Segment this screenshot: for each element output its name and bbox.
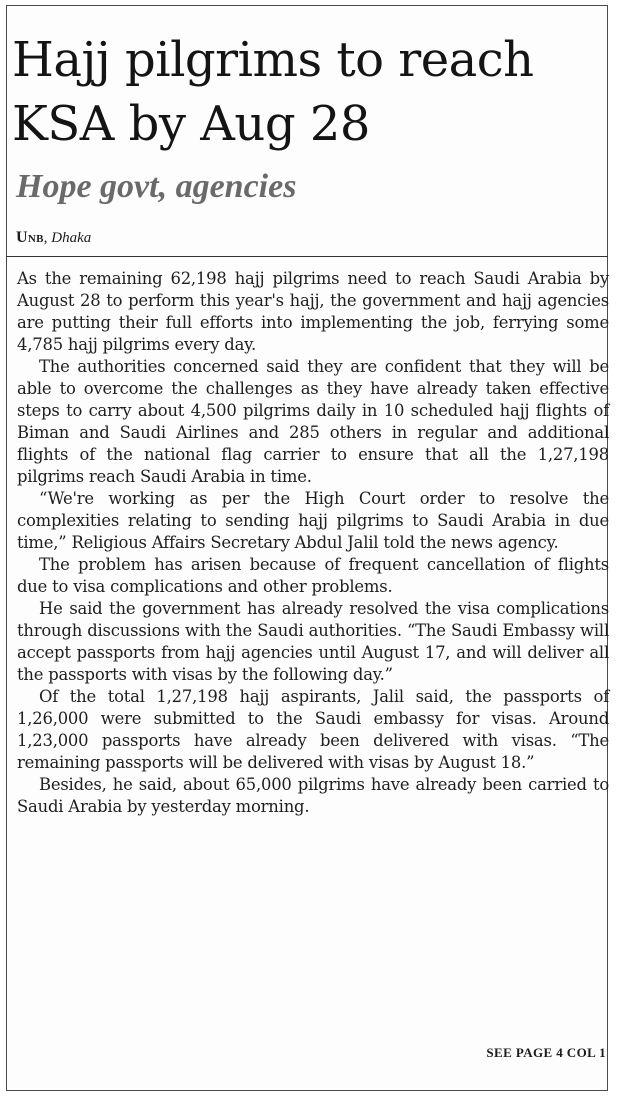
article-paragraph-5: He said the government has already resolved the visa complications through discussions with the Saudi authorities. “The Saudi Embassy will accept passports from hajj agencies until August 17, and will deliver all the passports with visas by the following day.” <box>17 599 609 684</box>
article-paragraph-1: As the remaining 62,198 hajj pilgrims need to reach Saudi Arabia by August 28 to perform this year's hajj, the government and hajj agencies are putting their full efforts into implementing the job, ferrying some 4,785 hajj pilgrims every day. <box>17 269 609 354</box>
kicker-subheadline: Hope govt, agencies <box>16 168 297 205</box>
article-paragraph-3: “We're working as per the High Court order to resolve the complexities relating to sending hajj pilgrims to Saudi Arabia in due time,” Religious Affairs Secretary Abdul Jalil told the news agency. <box>17 489 609 552</box>
headline-line-2: KSA by Aug 28 <box>12 96 370 152</box>
article-paragraph-6: Of the total 1,27,198 hajj aspirants, Jalil said, the passports of 1,26,000 were submitted to the Saudi embassy for visas. Around 1,23,000 passports have already been delivered with visas. “The remaining passports will be delivered with visas by August 18.” <box>17 687 609 772</box>
article-paragraph-2: The authorities concerned said they are confident that they will be able to overcome the challenges as they have already taken effective steps to carry about 4,500 pilgrims daily in 10 scheduled hajj flights of Biman and Saudi Airlines and 285 others in regular and additional flights of the national flag carrier to ensure that all the 1,27,198 pilgrims reach Saudi Arabia in time. <box>17 357 609 486</box>
headline-line-1: Hajj pilgrims to reach <box>12 32 534 88</box>
headline <box>12 28 602 156</box>
continued-on-page: SEE PAGE 4 COL 1 <box>486 1045 606 1060</box>
byline-divider <box>6 256 608 257</box>
article-paragraph-4: The problem has arisen because of frequent cancellation of flights due to visa complications and other problems. <box>17 555 609 596</box>
byline-agency: Unb <box>16 229 44 246</box>
byline-separator: , <box>43 230 52 246</box>
byline <box>16 229 91 247</box>
article-body <box>17 268 609 818</box>
byline-location: Dhaka <box>51 230 92 246</box>
article-paragraph-7: Besides, he said, about 65,000 pilgrims have already been carried to Saudi Arabia by yesterday morning. <box>17 775 609 816</box>
